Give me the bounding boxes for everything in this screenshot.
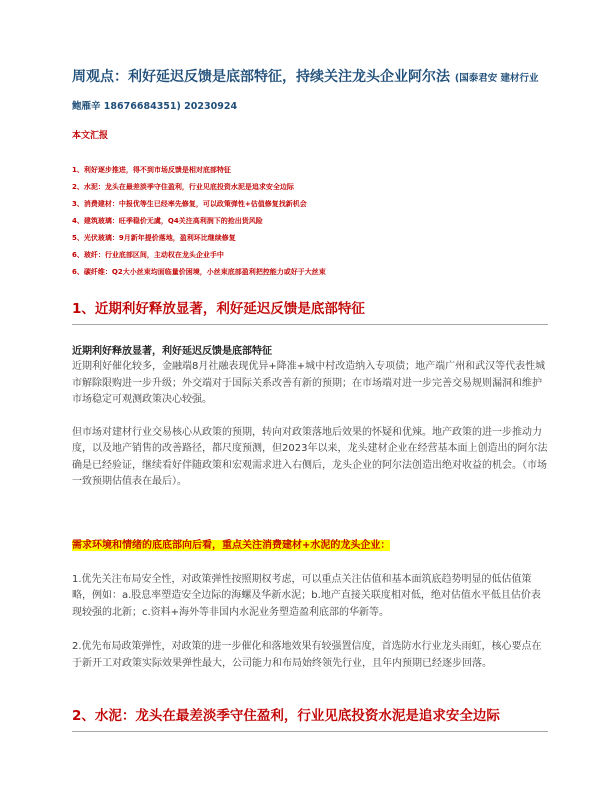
recommendation-2: 2.优先布局政策弹性，对政策的进一步催化和落地效果有较强置信度，首选防水行业龙头雨虹，核心要点在于新开工对政策实际效果弹性最大，公司能力和布局始终领先行业，且年内预期已经逐步回落。 <box>72 641 542 669</box>
summary-item: 2、水泥：龙头在最差淡季守住盈利，行业见底投资水泥是追求安全边际 <box>72 183 294 191</box>
section-1-paragraph-2: 但市场对建材行业交易核心从政策的预期，转向对政策落地后效果的怀疑和优辣。地产政策的进一步推动力度，以及地产销售的改善路径，都尺度预测，但2023年以来，龙头建材企业在经营基本面上创造出的阿尔法确是已经验证，继续看好伴随政策和宏观需求进入右侧后，龙头企业的阿尔法创造出绝对收益的机会。（市场一致预期估值表在最后）。 <box>72 426 548 487</box>
document-page <box>72 64 548 732</box>
summary-item: 6、玻纤：行业底部区间，主动权在龙头企业手中 <box>72 251 224 259</box>
summary-heading: 本文汇报 <box>72 131 109 141</box>
document-title <box>72 64 548 120</box>
recommendation-1: 1.优先关注布局安全性，对政策弹性按照期权考虑，可以重点关注估值和基本面筑底趋势明显的低估值策略，例如：a.股息率塑造安全边际的海螺及华新水泥；b.地产直接关联度相对低，绝对估值水平低且估价表现较强的北新；c.资料+海外等非国内水泥业务塑造盈利底部的华新等。 <box>72 573 541 618</box>
highlight-block <box>72 533 548 554</box>
section-1-paragraph-1: 近期利好催化较多，金融端8月社融表现优异+降准+城中村改造纳入专项债；地产端广州和武汉等代表性城市解除限购进一步升级；外交端对于国际关系改善有新的预期；在市场端对进一步完善交易规则漏洞和维护市场稳定可观测政策决心较强。 <box>72 361 546 405</box>
summary-item: 5、光伏玻璃：9月新年提价落地，盈利环比继续修复 <box>72 234 236 242</box>
section-1-subheading: 近期利好释放显著，利好延迟反馈是底部特征 <box>72 346 272 357</box>
title-main: 周观点：利好延迟反馈是底部特征，持续关注龙头企业阿尔法 <box>72 69 450 85</box>
summary-item: 4、建筑玻璃：旺季稳价无虞，Q4关注高利润下的抢出货风险 <box>72 217 263 225</box>
section-1-heading: 1、近期利好释放显著，利好延迟反馈是底部特征 <box>72 299 548 325</box>
summary-item: 3、消费建材：中报优等生已经率先修复，可以政策弹性+估值修复找新机会 <box>72 200 307 208</box>
highlight-text: 需求环境和情绪的底底部向后看，重点关注消费建材+水泥的龙头企业： <box>72 539 391 551</box>
summary-item: 6、碳纤维：Q2大小丝束均面临量价困境，小丝束底部盈利把控能力或好于大丝束 <box>72 268 326 276</box>
summary-item: 1、利好逐步推进，得不到市场反馈是相对底部特征 <box>72 166 231 174</box>
section-2-heading: 2、水泥：龙头在最差淡季守住盈利，行业见底投资水泥是追求安全边际 <box>72 706 548 732</box>
title-source: (国泰君安 建材行业 鲍雁辛 18676684351) 20230924 <box>72 73 539 112</box>
summary-list <box>72 165 548 277</box>
